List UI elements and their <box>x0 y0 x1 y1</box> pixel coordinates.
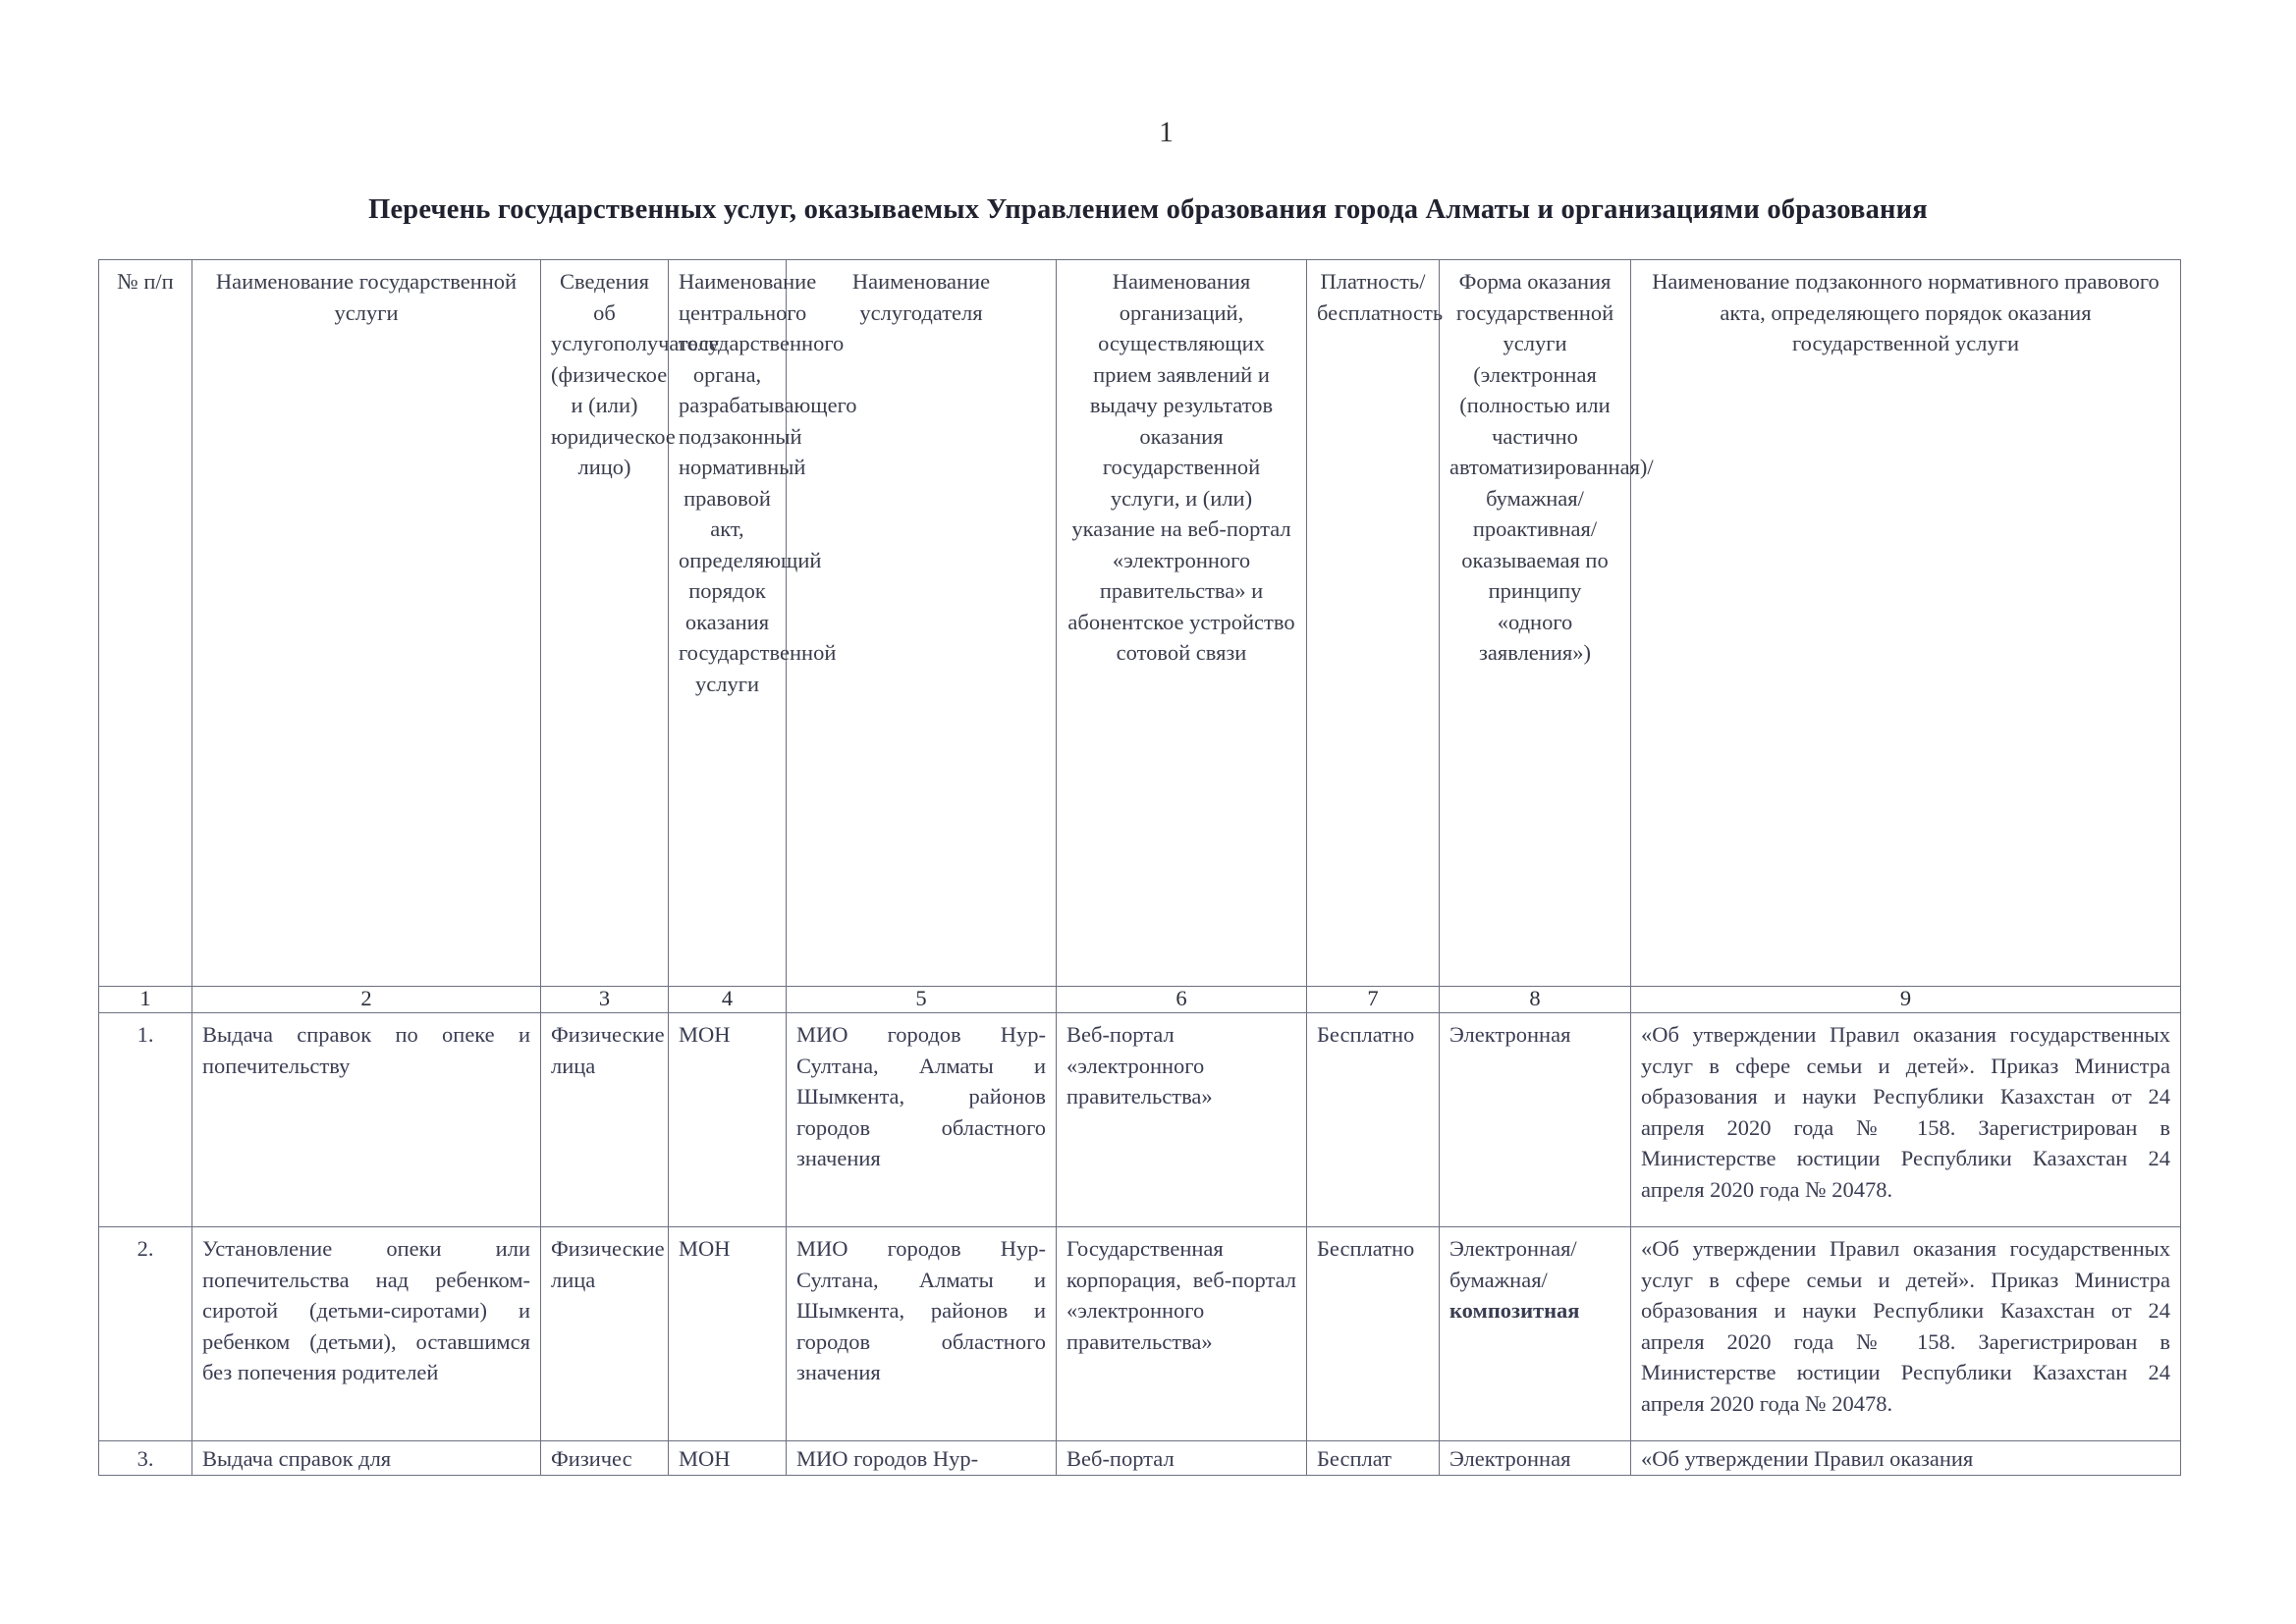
header-row <box>99 260 2181 987</box>
header-legal-act: Наименование подзаконного нормативного правового акта, определяющего порядок оказания государственной услуги <box>1631 260 2181 987</box>
central-body: МОН <box>669 1013 787 1227</box>
recipient: Физические лица <box>541 1013 669 1227</box>
header-num: № п/п <box>99 260 192 987</box>
payment: Бесплатно <box>1307 1227 1440 1441</box>
page-number: 1 <box>1159 116 1174 148</box>
header-reception: Наименования организаций, осуществляющих прием заявлений и выдачу результатов оказания государственной услуги, и (или) указание на веб-портал «электронного правительства» и абонентское устройство сотовой связи <box>1057 260 1307 987</box>
service-name: Установление опеки или попечительства над ребенком-сиротой (детьми-сиротами) и ребенком (детьми), оставшимся без попечения родителей <box>192 1227 541 1441</box>
legal-act: «Об утверждении Правил оказания <box>1631 1441 2181 1476</box>
provider: МИО городов Нур-Султана, Алматы и Шымкента, районов городов областного значения <box>787 1013 1057 1227</box>
table-row <box>99 1441 2181 1476</box>
document-title: Перечень государственных услуг, оказываемых Управлением образования города Алматы и организациями образования <box>368 194 1928 225</box>
column-number-row <box>99 987 2181 1013</box>
column-number: 1 <box>99 987 192 1013</box>
service-form <box>1440 1441 1631 1476</box>
header-central-body: Наименование центрального государственного органа, разрабатывающего подзаконный нормативный правовой акт, определяющий порядок оказания государственной услуги <box>669 260 787 987</box>
column-number: 2 <box>192 987 541 1013</box>
central-body: МОН <box>669 1227 787 1441</box>
services-table <box>98 259 2181 1476</box>
recipient: Физические лица <box>541 1227 669 1441</box>
service-form-text: Электронная <box>1449 1446 1571 1471</box>
column-number: 3 <box>541 987 669 1013</box>
reception: Государственная корпорация, веб-портал «электронного правительства» <box>1057 1227 1307 1441</box>
reception: Веб-портал <box>1057 1441 1307 1476</box>
service-form-text: Электронная <box>1449 1022 1571 1047</box>
recipient: Физичес <box>541 1441 669 1476</box>
provider: МИО городов Нур-Султана, Алматы и Шымкента, районов и городов областного значения <box>787 1227 1057 1441</box>
central-body: МОН <box>669 1441 787 1476</box>
legal-act: «Об утверждении Правил оказания государственных услуг в сфере семьи и детей». Приказ Министра образования и науки Республики Казахстан от 24 апреля 2020 года № 158. Зарегистрирован в Министерстве юстиции Республики Казахстан 24 апреля 2020 года № 20478. <box>1631 1013 2181 1227</box>
service-name: Выдача справок для <box>192 1441 541 1476</box>
row-number: 3. <box>99 1441 192 1476</box>
header-provider: Наименование услугодателя <box>787 260 1057 987</box>
payment: Бесплатно <box>1307 1013 1440 1227</box>
column-number: 8 <box>1440 987 1631 1013</box>
row-number: 1. <box>99 1013 192 1227</box>
provider: МИО городов Нур- <box>787 1441 1057 1476</box>
legal-act: «Об утверждении Правил оказания государственных услуг в сфере семьи и детей». Приказ Министра образования и науки Республики Казахстан от 24 апреля 2020 года № 158. Зарегистрирован в Министерстве юстиции Республики Казахстан 24 апреля 2020 года № 20478. <box>1631 1227 2181 1441</box>
column-number: 6 <box>1057 987 1307 1013</box>
header-form: Форма оказания государственной услуги (электронная (полностью или частично автоматизированная)/ бумажная/ проактивная/ оказываемая по принципу «одного заявления») <box>1440 260 1631 987</box>
column-number: 4 <box>669 987 787 1013</box>
row-number: 2. <box>99 1227 192 1441</box>
column-number: 5 <box>787 987 1057 1013</box>
column-number: 9 <box>1631 987 2181 1013</box>
table-row <box>99 1013 2181 1227</box>
service-name: Выдача справок по опеке и попечительству <box>192 1013 541 1227</box>
service-form <box>1440 1227 1631 1441</box>
column-number: 7 <box>1307 987 1440 1013</box>
header-recipient: Сведения об услугополучателе (физическое и (или) юридическое лицо) <box>541 260 669 987</box>
table-row <box>99 1227 2181 1441</box>
header-service-name: Наименование государственной услуги <box>192 260 541 987</box>
service-form-bold: композитная <box>1449 1298 1580 1323</box>
service-form <box>1440 1013 1631 1227</box>
service-form-text: Электронная/ бумажная/ <box>1449 1236 1577 1292</box>
header-payment: Платность/бесплатность <box>1307 260 1440 987</box>
payment: Бесплат <box>1307 1441 1440 1476</box>
reception: Веб-портал «электронного правительства» <box>1057 1013 1307 1227</box>
